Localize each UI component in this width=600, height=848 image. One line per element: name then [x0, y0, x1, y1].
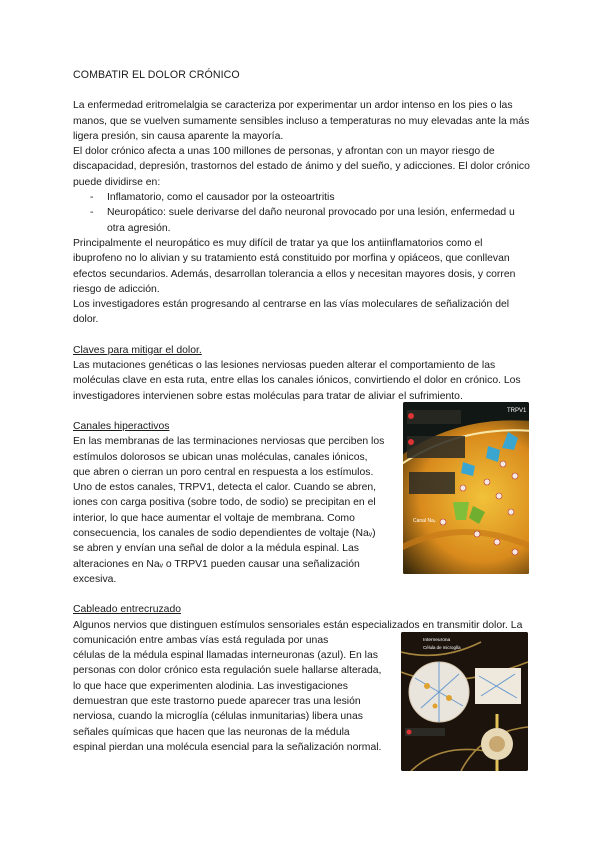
paragraph-claves: Las mutaciones genéticas o las lesiones nerviosas pueden alterar el comportamiento de las moléculas clave en esta ruta, entre ellas los canales iónicos, convirtiendo el dolor en crónico. Los investigadores intervienen sobre estas moléculas para tratar de aliviar el sufrimiento.: [73, 360, 521, 402]
figure-spinal-cord: [401, 632, 528, 771]
paragraph-intro-1: La enfermedad eritromelalgia se caracteriza por experimentar un ardor intenso en los pies o las manos, que se vuelven sumamente sensibles incluso a temperaturas no muy elevadas ante la más ligera presión, sin causa aparente la mayoría.: [73, 100, 530, 142]
ion-channel-illustration: [403, 402, 529, 574]
list-item: - Inflamatorio, como el causador por la osteoartritis: [73, 190, 531, 205]
section-heading-canales: Canales hiperactivos: [73, 420, 170, 432]
figure-ion-channels: [403, 402, 529, 574]
label-trpv1: TRPV1: [507, 408, 527, 414]
spinal-cord-illustration: [401, 632, 528, 771]
label-nav: Canal Naᵥ: [413, 518, 436, 524]
document-title: COMBATIR EL DOLOR CRÓNICO: [73, 69, 240, 81]
paragraph-intro-4: Los investigadores están progresando al centrarse en las vías moleculares de señalización del dolor.: [73, 299, 510, 326]
list-item: - Neuropático: suele derivarse del daño neuronal provocado por una lesión, enfermedad u otra agresión.: [73, 205, 531, 236]
section-heading-cableado: Cableado entrecruzado: [73, 604, 182, 616]
paragraph-canales: En las membranas de las terminaciones nerviosas que perciben los estímulos dolorosos se ubican unas moléculas, canales iónicos, que abren o cierran un poro central en respuesta a los estímulos. Uno de estos canales, TRPV1, detecta el calor. Cuando se abren, iones con carga positiva (sobre todo, de sodio) se precipitan en el interior, lo que hace aumentar el voltaje de membrana. Como consecuencia, los canales de sodio dependientes de voltaje (Naᵥ) se abren y envían una señal de dolor a la médula espinal. Las alteraciones en Naᵥ o TRPV1 pueden causar una señalización excesiva.: [73, 436, 385, 585]
paragraph-cableado-top: Algunos nervios que distinguen estímulos sensoriales están especializados en transmitir dolor. La comunicación entre ambas vías está regulada por unas: [73, 619, 523, 646]
pain-types-list: [73, 190, 531, 236]
label-microglia: Célula de microglía: [423, 645, 461, 650]
paragraph-cableado: células de la médula espinal llamadas interneuronas (azul). En las personas con dolor crónico esta regulación suele hallarse alterada, lo que hace que experimenten alodinia. Las investigaciones demuestran que este trastorno puede aparecer tras una lesión nerviosa, cuando la microglía (células inmunitarias) libera unas señales químicas que hacen que las neuronas de la médula espinal pierdan una molécula esencial para la señalización normal.: [73, 650, 382, 753]
paragraph-intro-2: El dolor crónico afecta a unas 100 millones de personas, y afrontan con un mayor riesgo de discapacidad, depresión, trastornos del estado de ánimo y del sueño, y adicciones. El dolor crónico puede dividirse en:: [73, 146, 530, 188]
label-interneurona: Interneurona: [423, 638, 451, 643]
section-heading-claves: Claves para mitigar el dolor.: [73, 344, 202, 356]
paragraph-intro-3: Principalmente el neuropático es muy difícil de tratar ya que los antiinflamatorios como el ibuprofeno no lo alivian y su tratamiento está constituido por morfina y opiáceos, que conllevan efectos secundarios. Además, desarrollan tolerancia a ellos y necesitan mayores dosis, y corren riesgo de adicción.: [73, 237, 516, 295]
